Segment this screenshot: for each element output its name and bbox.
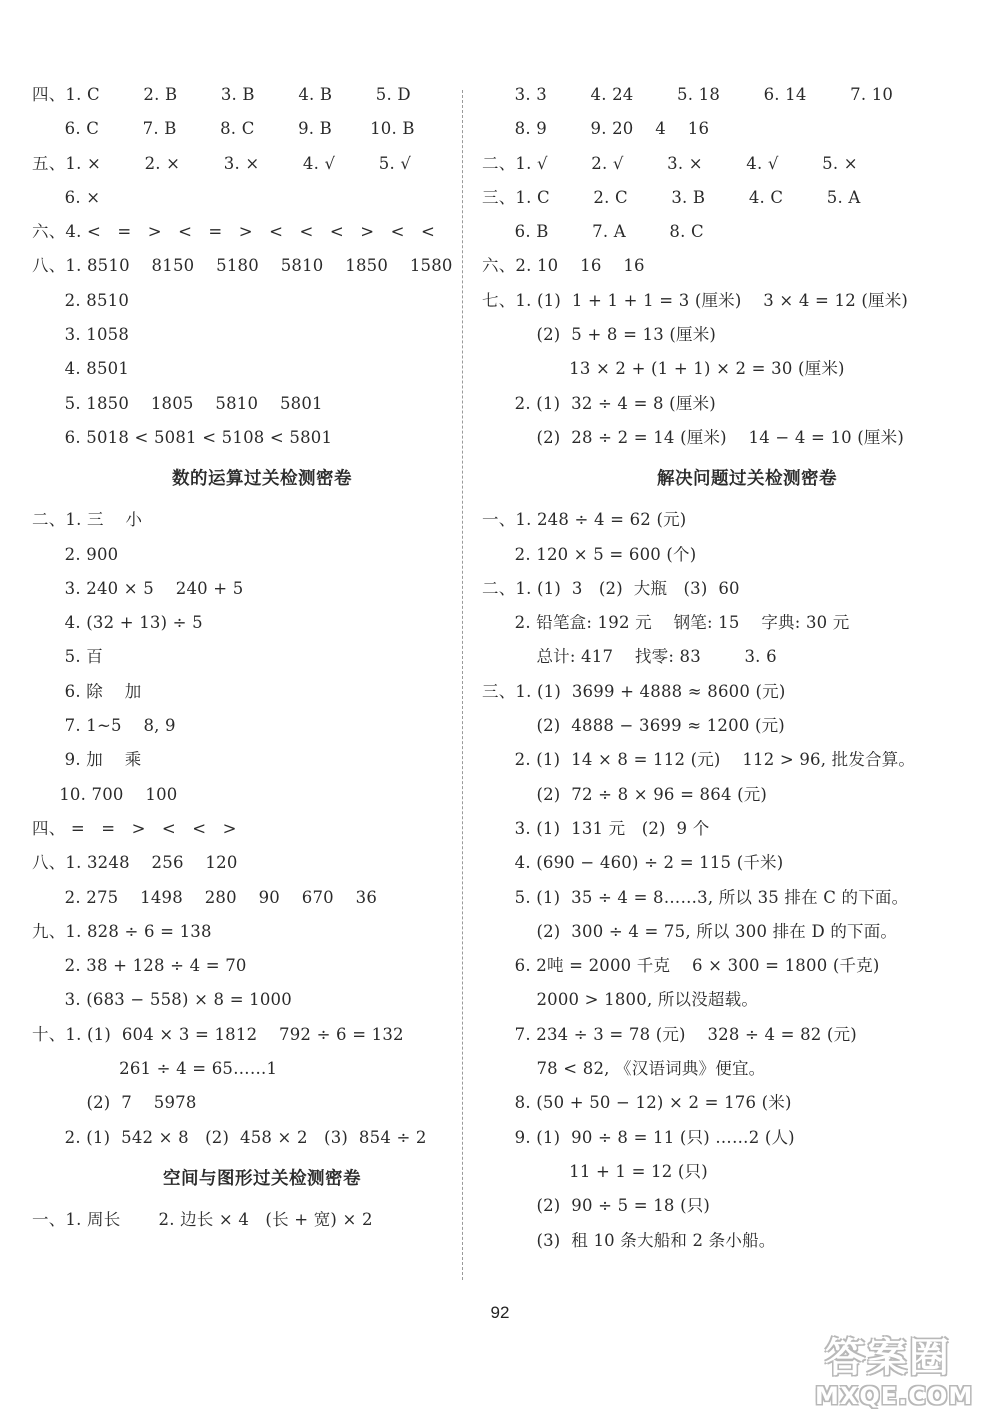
answer-line: 三、1. C 2. C 3. B 4. C 5. A — [482, 187, 861, 207]
answer-line: 四、 = = > < < > — [32, 818, 237, 838]
answer-line: 261 ÷ 4 = 65……1 — [32, 1059, 278, 1079]
answer-line: 8. (50 + 50 − 12) × 2 = 176 (米) — [482, 1093, 792, 1113]
answer-line: 3. 240 × 5 240 + 5 — [32, 578, 244, 598]
section-title: 数的运算过关检测密卷 — [172, 469, 352, 490]
answer-line: 13 × 2 + (1 + 1) × 2 = 30 (厘米) — [482, 359, 845, 379]
answer-line: 二、1. 三 小 — [32, 510, 143, 530]
answer-line: 6. B 7. A 8. C — [482, 222, 704, 242]
answer-line: 6. × — [32, 187, 101, 207]
answer-line: 2. 900 — [32, 544, 119, 564]
answer-line: 二、1. √ 2. √ 3. × 4. √ 5. × — [482, 153, 858, 173]
answer-line: 2. (1) 14 × 8 = 112 (元) 112 > 96, 批发合算。 — [482, 750, 916, 770]
answer-line: (2) 7 5978 — [32, 1093, 197, 1113]
answer-line: 5. 1850 1805 5810 5801 — [32, 393, 323, 413]
column-divider — [462, 90, 463, 1280]
answer-line: 2. 38 + 128 ÷ 4 = 70 — [32, 956, 247, 976]
answer-line: 9. 加 乘 — [32, 750, 142, 770]
watermark-logo: 答案圈 — [825, 1335, 951, 1381]
answer-line: 三、1. (1) 3699 + 4888 ≈ 8600 (元) — [482, 681, 786, 701]
answer-line: 5. (1) 35 ÷ 4 = 8……3, 所以 35 排在 C 的下面。 — [482, 887, 909, 907]
answer-line: 6. 5018 < 5081 < 5108 < 5801 — [32, 427, 333, 447]
answer-line: 2. 8510 — [32, 290, 130, 310]
answer-line: 2. (1) 542 × 8 (2) 458 × 2 (3) 854 ÷ 2 — [32, 1127, 427, 1147]
answer-line: (2) 300 ÷ 4 = 75, 所以 300 排在 D 的下面。 — [482, 921, 898, 941]
answer-line: 3. 1058 — [32, 325, 130, 345]
answer-line: 一、1. 248 ÷ 4 = 62 (元) — [482, 510, 687, 530]
answer-line: 7. 1~5 8, 9 — [32, 716, 176, 736]
left-answer-column — [32, 78, 452, 1237]
answer-line: 3. (1) 131 元 (2) 9 个 — [482, 818, 710, 838]
answer-line: 2. 铅笔盒: 192 元 钢笔: 15 字典: 30 元 — [482, 613, 850, 633]
answer-line: 11 + 1 = 12 (只) — [482, 1161, 708, 1181]
answer-line: 五、1. × 2. × 3. × 4. √ 5. √ — [32, 153, 412, 173]
answer-line: 78 < 82, 《汉语词典》便宜。 — [482, 1059, 766, 1079]
answer-line: (2) 5 + 8 = 13 (厘米) — [482, 325, 717, 345]
answer-line: 7. 234 ÷ 3 = 78 (元) 328 ÷ 4 = 82 (元) — [482, 1024, 857, 1044]
answer-line: 四、1. C 2. B 3. B 4. B 5. D — [32, 85, 411, 104]
answer-line: (2) 72 ÷ 8 × 96 = 864 (元) — [482, 784, 768, 804]
answer-line: 3. 3 4. 24 5. 18 6. 14 7. 10 — [482, 85, 894, 104]
answer-line: 3. (683 − 558) × 8 = 1000 — [32, 990, 292, 1010]
answer-line: 2000 > 1800, 所以没超载。 — [482, 990, 759, 1010]
answer-line: 十、1. (1) 604 × 3 = 1812 792 ÷ 6 = 132 — [32, 1024, 404, 1044]
answer-line: 2. 275 1498 280 90 670 36 — [32, 887, 378, 907]
answer-line: 二、1. (1) 3 (2) 大瓶 (3) 60 — [482, 578, 740, 598]
answer-line: 9. (1) 90 ÷ 8 = 11 (只) ……2 (人) — [482, 1127, 795, 1147]
answer-line: 8. 9 9. 20 4 16 — [482, 119, 710, 139]
answer-line: 6. C 7. B 8. C 9. B 10. B — [32, 119, 415, 139]
answer-line: 总计: 417 找零: 83 3. 6 — [482, 647, 777, 667]
watermark — [815, 1335, 985, 1415]
answer-line: 4. (32 + 13) ÷ 5 — [32, 613, 203, 633]
answer-line: (2) 90 ÷ 5 = 18 (只) — [482, 1196, 711, 1216]
answer-line: (2) 4888 − 3699 ≈ 1200 (元) — [482, 716, 785, 736]
answer-line: 6. 除 加 — [32, 681, 142, 701]
answer-line: 一、1. 周长 2. 边长 × 4 (长 + 宽) × 2 — [32, 1209, 373, 1229]
answer-line: 2. (1) 32 ÷ 4 = 8 (厘米) — [482, 393, 716, 413]
answer-line: 10. 700 100 — [32, 784, 178, 804]
answer-line: (2) 28 ÷ 2 = 14 (厘米) 14 − 4 = 10 (厘米) — [482, 427, 904, 447]
watermark-url: MXQE.COM — [815, 1382, 974, 1410]
answer-line: 4. (690 − 460) ÷ 2 = 115 (千米) — [482, 853, 784, 873]
answer-line: 4. 8501 — [32, 359, 130, 379]
answer-line: 九、1. 828 ÷ 6 = 138 — [32, 921, 212, 941]
answer-line: 八、1. 3248 256 120 — [32, 853, 238, 873]
answer-line: 5. 百 — [32, 647, 103, 667]
section-title: 解决问题过关检测密卷 — [657, 469, 837, 490]
page-number: 92 — [490, 1303, 510, 1322]
answer-line: 八、1. 8510 8150 5180 5810 1850 1580 — [32, 256, 453, 276]
right-answer-column — [482, 78, 982, 1258]
section-title: 空间与图形过关检测密卷 — [163, 1168, 361, 1189]
answer-line: 六、2. 10 16 16 — [482, 256, 645, 276]
answer-line: 2. 120 × 5 = 600 (个) — [482, 544, 697, 564]
answer-line: 七、1. (1) 1 + 1 + 1 = 3 (厘米) 3 × 4 = 12 (厘米) — [482, 290, 909, 310]
answer-line: 6. 2吨 = 2000 千克 6 × 300 = 1800 (千克) — [482, 956, 880, 976]
answer-line: (3) 租 10 条大船和 2 条小船。 — [482, 1230, 776, 1250]
answer-line: 六、4. < = > < = > < < < > < < — [32, 222, 435, 242]
